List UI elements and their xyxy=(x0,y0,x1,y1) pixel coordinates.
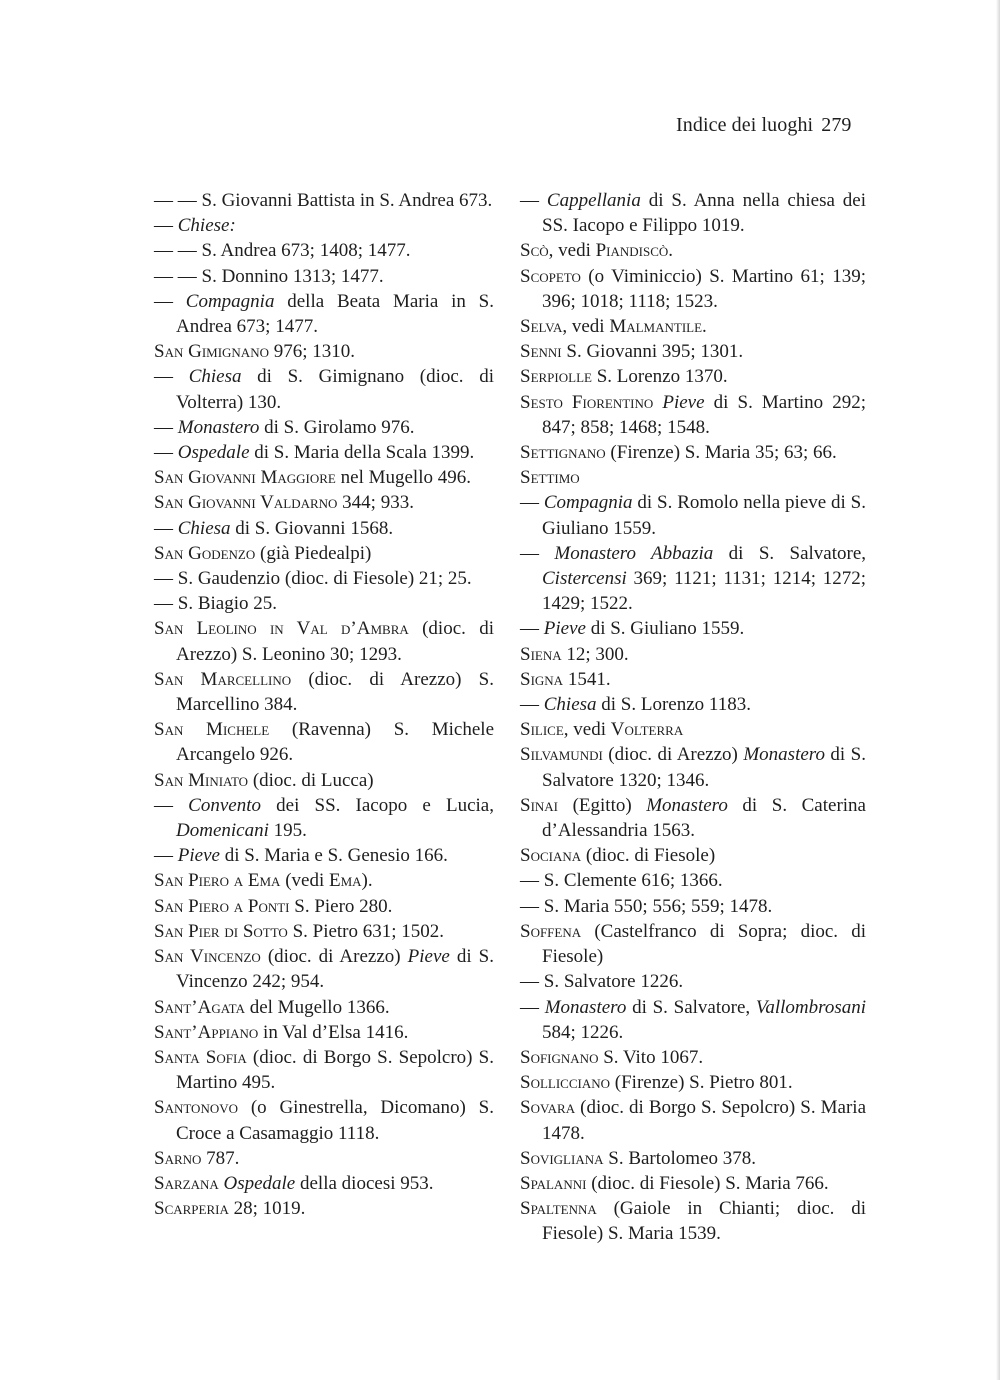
italic-term: Convento xyxy=(188,794,261,816)
index-entry xyxy=(520,238,866,263)
italic-term: Chiesa xyxy=(177,517,231,539)
entry-text: 12; 300. xyxy=(561,643,629,665)
entry-text: , vedi xyxy=(548,240,596,262)
entry-text: — xyxy=(154,442,178,464)
index-entry xyxy=(520,616,866,641)
entry-text: — xyxy=(154,290,186,312)
italic-term: Monastero xyxy=(544,996,627,1018)
index-entry xyxy=(154,843,494,868)
entry-text: di S. Giuliano 1559. xyxy=(585,618,745,640)
place-name: Volterra xyxy=(610,719,684,741)
index-column-left xyxy=(154,188,494,1221)
entry-text: — xyxy=(154,794,189,816)
index-entry xyxy=(520,793,866,843)
entry-text: S. Bartolomeo 378. xyxy=(603,1147,757,1169)
entry-text: (Firenze) S. Maria 35; 63; 66. xyxy=(605,442,837,464)
entry-text: — S. Maria 550; 556; 559; 1478. xyxy=(520,895,773,917)
entry-text: (dioc. di Fiesole) xyxy=(581,845,716,867)
index-entry xyxy=(520,465,866,490)
place-name: Serpiolle xyxy=(520,366,592,388)
index-entry xyxy=(154,944,494,994)
place-name: Siena xyxy=(520,643,562,665)
index-entry xyxy=(154,415,494,440)
entry-text: (Ravenna) S. Michele Arcangelo 926. xyxy=(176,719,494,766)
place-name: Soffena xyxy=(520,920,582,942)
place-name: San Gimignano xyxy=(154,341,269,363)
italic-term: Chiesa xyxy=(543,694,597,716)
index-entry xyxy=(520,894,866,919)
entry-text: (Egitto) xyxy=(558,794,647,816)
entry-text: — xyxy=(154,416,178,438)
place-name: Sarno xyxy=(154,1147,202,1169)
entry-text: di S. Anna nella chiesa dei SS. Iacopo e Filippo 1019. xyxy=(542,190,866,237)
place-name: San Michele xyxy=(154,719,270,741)
italic-term: Monastero xyxy=(646,794,728,816)
entry-text: . xyxy=(668,240,674,262)
place-name: Silvamundi xyxy=(520,744,603,766)
index-entry xyxy=(520,868,866,893)
entry-text: in Val d’Elsa 1416. xyxy=(258,1021,409,1043)
entry-text: di S. Caterina d’Alessandria 1563. xyxy=(542,794,866,842)
place-name: Santonovo xyxy=(154,1097,238,1119)
italic-term: Pieve xyxy=(177,845,220,867)
index-entry xyxy=(520,339,866,364)
place-name: San Giovanni Valdarno xyxy=(154,492,338,514)
index-entry xyxy=(154,868,494,893)
entry-text: (Firenze) S. Pietro 801. xyxy=(610,1072,793,1094)
entry-text: dei SS. Iacopo e Lucia, xyxy=(260,794,494,816)
index-entry xyxy=(520,843,866,868)
entry-text: di S. Salvatore 1320; 1346. xyxy=(542,744,866,791)
italic-term: Monastero Abbazia xyxy=(554,542,714,564)
index-entry xyxy=(154,1146,494,1171)
italic-term: Compagnia xyxy=(543,492,633,514)
entry-text: (dioc. di Arezzo) xyxy=(260,946,408,968)
entry-text: 195. xyxy=(268,820,307,842)
entry-text: — S. Clemente 616; 1366. xyxy=(520,870,723,892)
place-name: Sovara xyxy=(520,1097,576,1119)
place-name: Sovigliana xyxy=(520,1147,604,1169)
entry-text: — — S. Andrea 673; 1408; 1477. xyxy=(154,240,411,262)
entry-text: (dioc. di Arezzo) S. Marcellino 384. xyxy=(176,668,494,716)
entry-text: . xyxy=(702,316,707,338)
place-name: Malmantile xyxy=(609,316,703,338)
index-entry xyxy=(520,969,866,994)
place-name: San Leolino in Val d’Ambra xyxy=(154,618,409,640)
entry-text: di S. Vincenzo 242; 954. xyxy=(176,946,494,993)
index-entry xyxy=(520,1045,866,1070)
place-name: Spaltenna xyxy=(520,1198,597,1220)
italic-term: Monastero xyxy=(177,416,260,438)
entry-text: — xyxy=(520,694,544,716)
index-entry xyxy=(154,591,494,616)
entry-text: 369; 1121; 1131; 1214; 1272; 1429; 1522. xyxy=(542,568,866,615)
entry-text: (dioc. di Arezzo) xyxy=(602,744,744,766)
entry-text: 28; 1019. xyxy=(228,1198,306,1220)
entry-text: S. Piero 280. xyxy=(289,895,393,917)
place-name: Silice xyxy=(520,719,564,741)
place-name: San Giovanni Maggiore xyxy=(154,467,336,489)
index-entry xyxy=(154,1095,494,1145)
italic-term: Compagnia xyxy=(185,290,275,312)
place-name: Piandiscò xyxy=(595,240,669,262)
index-entry xyxy=(154,1020,494,1045)
entry-text: 344; 933. xyxy=(337,492,414,514)
italic-term: Monastero xyxy=(743,744,825,766)
index-entry xyxy=(154,717,494,767)
entry-text: S. Lorenzo 1370. xyxy=(591,366,728,388)
entry-text: della Beata Maria in S. Andrea 673; 1477. xyxy=(176,290,494,338)
index-entry xyxy=(520,642,866,667)
entry-text: (Castelfranco di Sopra; dioc. di Fiesole) xyxy=(542,920,866,968)
entry-text xyxy=(653,392,662,413)
index-entry xyxy=(520,1070,866,1095)
entry-text: — S. Gaudenzio (dioc. di Fiesole) 21; 25. xyxy=(154,568,472,590)
index-entry xyxy=(520,1171,866,1196)
index-entry xyxy=(520,364,866,389)
index-entry xyxy=(520,541,866,617)
entry-text: (o Viminiccio) S. Martino 61; 139; 396; 1018; 1118; 1523. xyxy=(542,265,866,312)
place-name: San Piero a Ponti xyxy=(154,895,290,917)
place-name: Sollicciano xyxy=(520,1072,611,1094)
entry-text: di S. Giovanni 1568. xyxy=(230,517,394,539)
place-name: Senni xyxy=(520,341,562,363)
index-entry xyxy=(520,490,866,540)
index-entry xyxy=(154,1171,494,1196)
index-entry xyxy=(154,440,494,465)
place-name: Selva xyxy=(520,316,563,338)
place-name: San Marcellino xyxy=(154,668,292,690)
entry-text: S. Vito 1067. xyxy=(598,1046,704,1068)
italic-term: Chiesa xyxy=(188,366,242,388)
index-entry xyxy=(154,339,494,364)
place-name: Sant’Appiano xyxy=(154,1021,259,1043)
place-name: Spalanni xyxy=(520,1172,587,1194)
place-name: San Pier di Sotto xyxy=(154,920,288,942)
index-entry xyxy=(520,919,866,969)
entry-text: di S. Martino 292; 847; 858; 1468; 1548. xyxy=(542,391,866,438)
index-entry xyxy=(520,314,866,339)
entry-text: — xyxy=(520,618,544,640)
entry-text: (o Ginestrella, Dicomano) S. Croce a Casamaggio 1118. xyxy=(176,1097,494,1144)
index-column-right xyxy=(520,188,866,1247)
index-entry xyxy=(520,692,866,717)
index-entry xyxy=(154,793,494,843)
page-number: 279 xyxy=(821,114,852,136)
index-entry xyxy=(520,1196,866,1246)
entry-text: di S. Salvatore, xyxy=(713,542,867,564)
entry-text: , vedi xyxy=(562,316,610,338)
place-name: San Miniato xyxy=(154,769,249,791)
italic-term: Ospedale xyxy=(223,1172,296,1194)
place-name: Signa xyxy=(520,668,564,690)
entry-text: (Gaiole in Chianti; dioc. di Fiesole) S. Maria 1539. xyxy=(542,1198,866,1245)
index-entry xyxy=(154,541,494,566)
italic-term: Vallombrosani xyxy=(755,996,866,1018)
entry-text: (già Piedealpi) xyxy=(255,542,372,564)
entry-text: del Mugello 1366. xyxy=(244,996,390,1018)
entry-text: — S. Salvatore 1226. xyxy=(520,971,684,993)
entry-text: di S. Maria della Scala 1399. xyxy=(249,442,475,464)
entry-text: (vedi xyxy=(280,870,329,892)
place-name: Sofignano xyxy=(520,1046,599,1068)
place-name: Sinai xyxy=(520,794,559,816)
index-entry xyxy=(154,465,494,490)
place-name: Santa Sofia xyxy=(154,1046,247,1068)
index-entry xyxy=(154,188,494,213)
entry-text: — xyxy=(154,215,178,237)
entry-text: S. Giovanni 395; 1301. xyxy=(561,341,744,363)
entry-text: nel Mugello 496. xyxy=(335,467,471,489)
index-entry xyxy=(154,894,494,919)
entry-text: (dioc. di Borgo S. Sepolcro) S. Maria 1478. xyxy=(542,1097,866,1144)
index-entry xyxy=(154,238,494,263)
entry-text: di S. Gimignano (dioc. di Volterra) 130. xyxy=(176,366,495,413)
entry-text: di S. Lorenzo 1183. xyxy=(596,694,751,716)
header-title: Indice dei luoghi xyxy=(676,114,814,136)
index-entry xyxy=(154,364,494,414)
index-entry xyxy=(154,1196,494,1221)
entry-text: — xyxy=(520,492,544,514)
index-entry xyxy=(520,264,866,314)
italic-term: Ospedale xyxy=(177,442,250,464)
index-entry xyxy=(520,995,866,1045)
place-name: Scopeto xyxy=(520,265,581,287)
italic-term: Domenicani xyxy=(176,820,269,842)
place-name: Sesto Fiorentino xyxy=(520,391,654,413)
entry-text: ). xyxy=(361,870,373,892)
index-entry xyxy=(154,768,494,793)
index-entry xyxy=(520,1146,866,1171)
place-name: Sant’Agata xyxy=(154,996,245,1018)
italic-term: Cappellania xyxy=(546,190,641,211)
entry-text: (dioc. di Lucca) xyxy=(248,769,374,791)
index-entry xyxy=(520,742,866,792)
entry-text: (dioc. di Borgo S. Sepolcro) S. Martino 495. xyxy=(176,1046,494,1094)
entry-text: — — S. Giovanni Battista in S. Andrea 673. xyxy=(154,190,493,211)
entry-text: S. Pietro 631; 1502. xyxy=(287,920,445,942)
index-entry xyxy=(154,490,494,515)
index-entry xyxy=(154,264,494,289)
entry-text: — — S. Donnino 1313; 1477. xyxy=(154,265,384,287)
index-entry xyxy=(520,440,866,465)
italic-term: Pieve xyxy=(543,618,586,640)
index-entry xyxy=(520,717,866,742)
entry-text: 787. xyxy=(201,1147,240,1169)
place-name: Sarzana xyxy=(154,1172,219,1194)
entry-text: — xyxy=(520,190,547,211)
entry-text: di S. Girolamo 976. xyxy=(259,416,415,438)
index-entry xyxy=(154,995,494,1020)
place-name: Sociana xyxy=(520,845,582,867)
entry-text: 1541. xyxy=(563,668,611,690)
place-name: Settignano xyxy=(520,442,606,464)
place-name: Scarperia xyxy=(154,1198,229,1220)
entry-text: — xyxy=(520,996,545,1018)
entry-text: — xyxy=(154,366,189,388)
italic-term: Pieve xyxy=(407,946,450,968)
entry-text: — S. Biagio 25. xyxy=(154,593,277,615)
entry-text: di S. Salvatore, xyxy=(626,996,756,1018)
place-name: San Piero a Ema xyxy=(154,870,281,892)
entry-text: (dioc. di Fiesole) S. Maria 766. xyxy=(586,1172,829,1194)
index-entry xyxy=(154,213,494,238)
entry-text: 976; 1310. xyxy=(268,341,356,363)
entry-text: di S. Maria e S. Genesio 166. xyxy=(219,845,448,867)
place-name: Scò xyxy=(520,240,549,262)
index-entry xyxy=(154,1045,494,1095)
index-entry xyxy=(154,616,494,666)
index-entry xyxy=(154,289,494,339)
index-entry xyxy=(154,516,494,541)
entry-text: di S. Romolo nella pieve di S. Giuliano 1559. xyxy=(542,492,866,539)
index-entry xyxy=(520,1095,866,1145)
index-entry xyxy=(520,390,866,440)
place-name: San Godenzo xyxy=(154,542,256,564)
entry-text: — xyxy=(154,845,178,867)
entry-text: della diocesi 953. xyxy=(295,1172,434,1194)
running-header xyxy=(676,114,852,137)
index-entry xyxy=(154,566,494,591)
index-entry xyxy=(154,667,494,717)
index-entry xyxy=(520,188,866,238)
index-entry xyxy=(154,919,494,944)
entry-text: 584; 1226. xyxy=(542,1021,624,1043)
italic-term: Cistercensi xyxy=(542,568,627,590)
italic-term: Pieve xyxy=(662,391,705,413)
entry-text: — xyxy=(520,542,555,564)
place-name: San Vincenzo xyxy=(154,946,261,968)
place-name: Ema xyxy=(328,870,362,892)
entry-text: , vedi xyxy=(563,719,611,741)
index-entry xyxy=(520,667,866,692)
entry-text: — xyxy=(154,517,178,539)
place-name: Settimo xyxy=(520,467,580,489)
italic-term: Chiese: xyxy=(177,215,236,237)
entry-text: (dioc. di Arezzo) S. Leonino 30; 1293. xyxy=(176,618,494,665)
